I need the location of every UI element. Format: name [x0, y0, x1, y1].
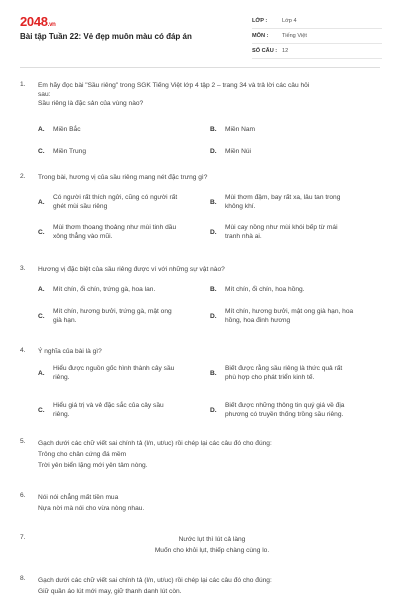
header-divider: [20, 67, 380, 68]
question-6: [20, 492, 390, 516]
question-2: 2. Trong bài, hương vị của sầu riêng mang nét đặc trưng gì? A. Có người rất thích ngửi, cũng có người rất ghét mùi sầu riêng B. Mùi thơm đậm, bay rất xa, lâu tan trong không khí. C. Mùi thơm thoang thoảng như mùi tinh dầu xông thẳng vào mũi. D. Mùi cay nồng như mùi khói bếp từ mái tranh nhà ai.: [20, 173, 390, 253]
question-text: Ý nghĩa của bài là gì?: [38, 348, 102, 355]
question-number: 4.: [20, 347, 26, 354]
question-text: Nói nói chẳng mất tiền mua Nựa nời mà nói cho vừa nòng nhau.: [38, 494, 145, 512]
info-key: LỚP :: [252, 18, 268, 24]
info-row-subject: [252, 29, 382, 44]
question-text: Em hãy đọc bài "Sầu riêng" trong SGK Tiếng Việt lớp 4 tập 2 – trang 34 và trả lời các câu hỏi sau: Sầu riêng là đặc sản của vùng nào?: [38, 82, 310, 107]
question-text: Hương vị đặc biệt của sầu riêng được ví với những sự vật nào?: [38, 266, 225, 273]
header: [0, 0, 400, 66]
question-1: 1. Em hãy đọc bài "Sầu riêng" trong SGK Tiếng Việt lớp 4 tập 2 – trang 34 và trả lời các câu hỏi sau: Sầu riêng là đặc sản của vùng nào? A. Miền Bắc B. Miền Nam C. Miền Trung D. Miền Núi: [20, 81, 390, 161]
question-number: 5.: [20, 438, 26, 445]
info-value: Tiếng Việt: [282, 33, 307, 39]
question-3: 3. Hương vị đặc biệt của sầu riêng được ví với những sự vật nào? A. Mít chín, ổi chín, trứng gà, hoa lan. B. Mít chín, ổi chín, hoa hồng. C. Mít chín, hương bưởi, trứng gà, mật ong già hạn. D. Mít chín, hương bưởi, mật ong già hạn, hoa hồng, hoa đinh hương: [20, 265, 390, 335]
info-key: SỐ CÂU :: [252, 48, 278, 54]
question-number: 8.: [20, 575, 26, 582]
info-value: 12: [282, 48, 289, 54]
question-4: 4. Ý nghĩa của bài là gì? A. Hiểu được nguồn gốc hình thành cây sầu riêng. B. Biết được rằng sầu riêng là thức quả rất phù hợp cho phát triển kinh tế. C. Hiểu giá trị và vẻ đặc sắc của cây sầu riêng. D. Biết được những thông tin quý giá về địa phương có truyền thống trồng sầu riêng.: [20, 347, 390, 427]
info-key: MÔN :: [252, 33, 269, 39]
question-7: [20, 534, 390, 558]
question-number: 7.: [20, 534, 26, 541]
info-table: [252, 14, 382, 59]
question-number: 3.: [20, 265, 26, 272]
question-text: Nước lụt thì lút cả làng Muốn cho khỏi lụt, thiếp chàng cùng lo.: [154, 536, 270, 554]
page-title: Bài tập Tuần 22: Vẻ đẹp muôn màu có đáp án: [20, 32, 192, 41]
info-row-count: [252, 44, 382, 59]
info-row-grade: [252, 14, 382, 29]
question-number: 1.: [20, 81, 26, 88]
info-value: Lớp 4: [282, 18, 297, 24]
site-logo[interactable]: 2048.vn: [20, 14, 56, 29]
question-number: 6.: [20, 492, 26, 499]
question-8: [20, 575, 390, 599]
question-5: [20, 438, 390, 474]
question-number: 2.: [20, 173, 26, 180]
question-text: Gạch dưới các chữ viết sai chính tả (l/n, ut/uc) rồi chép lại các câu đó cho đúng: Giữ quần áo lút mới may, giữ thanh danh lút còn.: [38, 577, 272, 595]
question-text: Trong bài, hương vị của sầu riêng mang nét đặc trưng gì?: [38, 174, 208, 181]
question-text: Gạch dưới các chữ viết sai chính tả (l/n, ut/uc) rồi chép lại các câu đó cho đúng: Trông cho chân cứng đá mềm Trời yên biển lặng mới yên tâm nòng.: [38, 440, 272, 469]
